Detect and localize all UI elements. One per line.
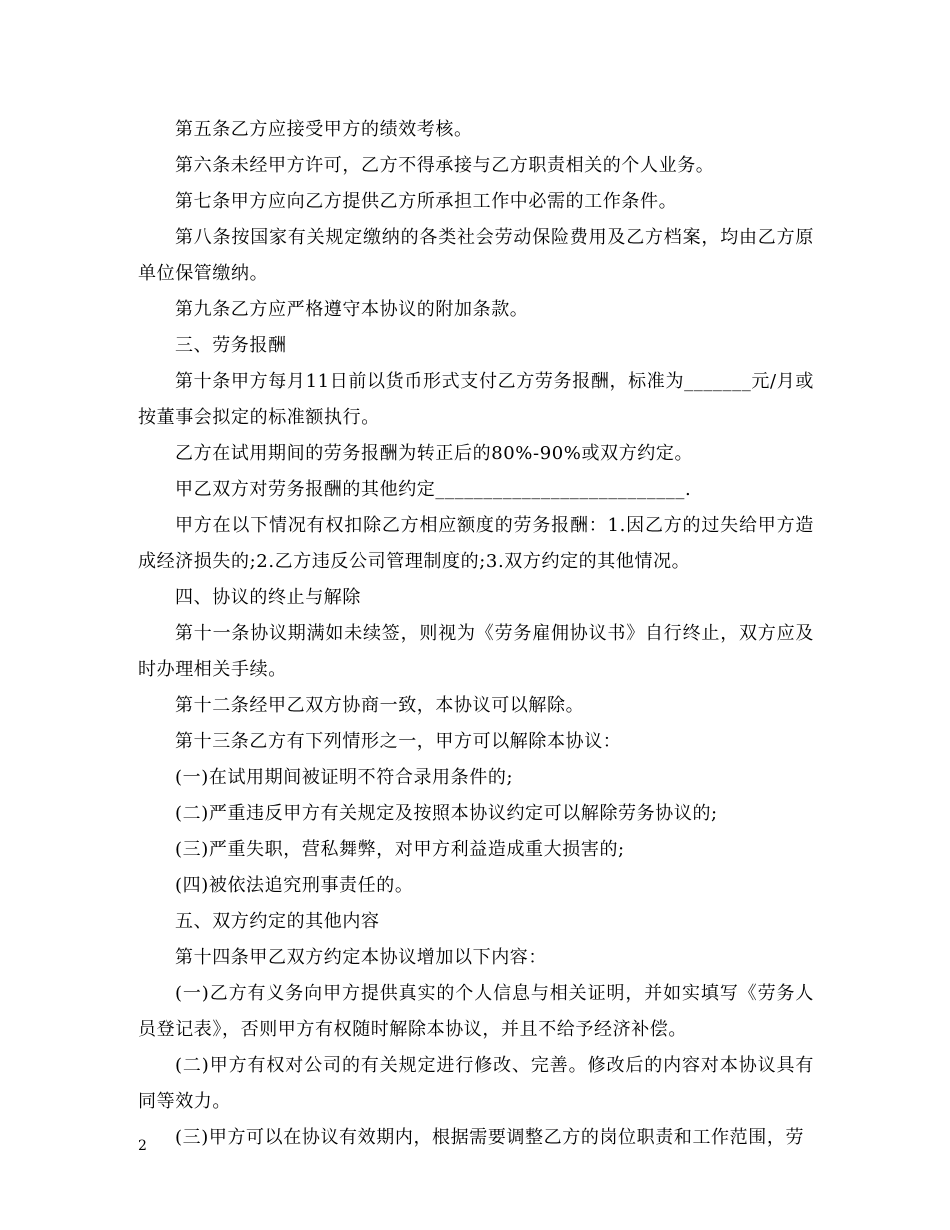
section-heading-termination: 四、协议的终止与解除 — [175, 587, 361, 608]
article-8: 第八条按国家有关规定缴纳的各类社会劳动保险费用及乙方档案，均由乙方原单位保管缴纳。 — [138, 227, 814, 284]
list-item: (二)严重违反甲方有关规定及按照本协议约定可以解除劳务协议的; — [175, 803, 718, 824]
probation-pay-paragraph: 乙方在试用期间的劳务报酬为转正后的80%-90%或双方约定。 — [175, 443, 694, 464]
list-item: (二)甲方有权对公司的有关规定进行修改、完善。修改后的内容对本协议具有同等效力。 — [138, 1055, 814, 1112]
document-body — [138, 112, 814, 1156]
list-item: (三)严重失职，营私舞弊，对甲方利益造成重大损害的; — [175, 839, 625, 860]
list-item: (一)乙方有义务向甲方提供真实的个人信息与相关证明，并如实填写《劳务人员登记表》，否则甲方有权随时解除本协议，并且不给予经济补偿。 — [138, 983, 814, 1040]
article-14: 第十四条甲乙双方约定本协议增加以下内容： — [175, 947, 547, 968]
article-6: 第六条未经甲方许可，乙方不得承接与乙方职责相关的个人业务。 — [175, 155, 715, 176]
article-5: 第五条乙方应接受甲方的绩效考核。 — [175, 119, 473, 140]
section-heading-remuneration: 三、劳务报酬 — [175, 335, 287, 356]
list-item: (四)被依法追究刑事责任的。 — [175, 875, 414, 896]
article-12: 第十二条经甲乙双方协商一致，本协议可以解除。 — [175, 695, 585, 716]
section-heading-other-terms: 五、双方约定的其他内容 — [175, 911, 380, 932]
page-number: 2 — [138, 1138, 147, 1154]
list-item: (三)甲方可以在协议有效期内，根据需要调整乙方的岗位职责和工作范围，劳 — [175, 1127, 805, 1148]
article-13: 第十三条乙方有下列情形之一，甲方可以解除本协议： — [175, 731, 622, 752]
pay-deduction-paragraph: 甲方在以下情况有权扣除乙方相应额度的劳务报酬：1.因乙方的过失给甲方造成经济损失的;2.乙方违反公司管理制度的;3.双方约定的其他情况。 — [138, 515, 814, 572]
article-7: 第七条甲方应向乙方提供乙方所承担工作中必需的工作条件。 — [175, 191, 678, 212]
article-10: 第十条甲方每月11日前以货币形式支付乙方劳务报酬，标准为_______元/月或按董事会拟定的标准额执行。 — [138, 371, 814, 428]
list-item: (一)在试用期间被证明不符合录用条件的; — [175, 767, 514, 788]
article-11: 第十一条协议期满如未续签，则视为《劳务雇佣协议书》自行终止，双方应及时办理相关手续。 — [138, 623, 814, 680]
other-pay-agreement-paragraph: 甲乙双方对劳务报酬的其他约定__________________________. — [175, 479, 692, 500]
article-9: 第九条乙方应严格遵守本协议的附加条款。 — [175, 299, 529, 320]
